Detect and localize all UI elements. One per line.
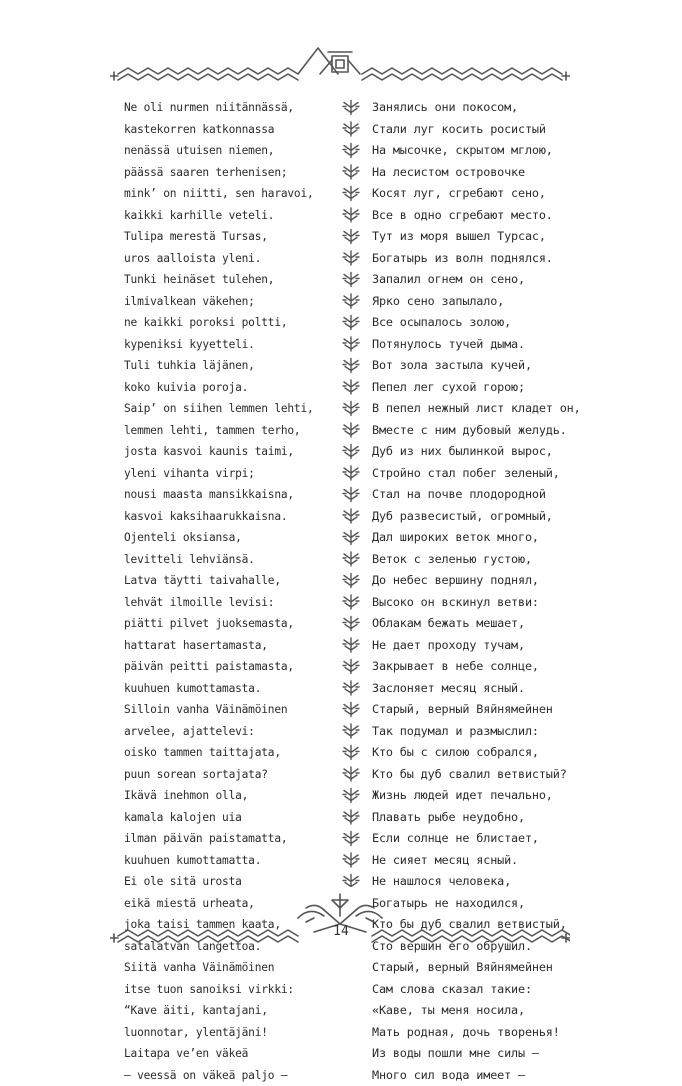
verse-line: ne kaikki poroksi poltti, [124, 312, 324, 334]
verse-line: Мать родная, дочь творенья! [372, 1022, 562, 1044]
verse-line: В пепел нежный лист кладет он, [372, 398, 562, 420]
verse-line: kamala kalojen uia [124, 807, 324, 829]
verse-line: “Kave äiti, kantajani, [124, 1000, 324, 1022]
verse-line: lemmen lehti, tammen terho, [124, 420, 324, 442]
verse-line: Веток с зеленью густою, [372, 549, 562, 571]
center-ornament-divider [340, 97, 362, 887]
divider-ornament-icon [343, 187, 359, 201]
verse-line: nousi maasta mansikkaisna, [124, 484, 324, 506]
verse-line: Много сил вода имеет – [372, 1065, 562, 1086]
divider-ornament-icon [343, 552, 359, 566]
verse-line: До небес вершину поднял, [372, 570, 562, 592]
divider-ornament-icon [343, 767, 359, 781]
divider-ornament-icon [343, 509, 359, 523]
verse-line: ilman päivän paistamatta, [124, 828, 324, 850]
verse-line: kaikki karhille veteli. [124, 205, 324, 227]
bottom-ornament-border [110, 888, 570, 954]
verse-line: Tulipa merestä Tursas, [124, 226, 324, 248]
verse-line: Стройно стал побег зеленый, [372, 463, 562, 485]
verse-line: Дуб развесистый, огромный, [372, 506, 562, 528]
verse-line: Дуб из них былинкой вырос, [372, 441, 562, 463]
verse-line: Вместе с ним дубовый желудь. [372, 420, 562, 442]
verse-line: mink’ on niitti, sen haravoi, [124, 183, 324, 205]
verse-line: Старый, верный Вяйнямейнен [372, 699, 562, 721]
verse-line: Закрывает в небе солнце, [372, 656, 562, 678]
verse-line: arvelee, ajattelevi: [124, 721, 324, 743]
verse-line: päivän peitti paistamasta, [124, 656, 324, 678]
verse-line: Tunki heinäset tulehen, [124, 269, 324, 291]
verse-line: Siitä vanha Väinämöinen [124, 957, 324, 979]
verse-line: Не нашлося человека, [372, 871, 562, 893]
divider-ornament-icon [343, 294, 359, 308]
verse-line: На лесистом островочке [372, 162, 562, 184]
verse-line: Не сияет месяц ясный. [372, 850, 562, 872]
verse-line: Облакам бежать мешает, [372, 613, 562, 635]
verse-line: lehvät ilmoille levisi: [124, 592, 324, 614]
divider-ornament-icon [343, 144, 359, 158]
verse-line: koko kuivia poroja. [124, 377, 324, 399]
verse-line: Запалил огнем он сено, [372, 269, 562, 291]
divider-ornament-icon [343, 337, 359, 351]
verse-line: satalatvan langettoa. [124, 936, 324, 958]
verse-line: На мысочке, скрытом мглою, [372, 140, 562, 162]
page-number: 14 [330, 924, 352, 939]
divider-ornament-icon [343, 531, 359, 545]
verse-line: Жизнь людей идет печально, [372, 785, 562, 807]
divider-ornament-icon [343, 853, 359, 867]
verse-line: kuuhuen kumottamatta. [124, 850, 324, 872]
verse-line: puun sorean sortajata? [124, 764, 324, 786]
verse-line: yleni vihanta virpi; [124, 463, 324, 485]
verse-line: Вот зола застыла кучей, [372, 355, 562, 377]
verse-line: oisko tammen taittajata, [124, 742, 324, 764]
top-ornament-border [110, 44, 570, 86]
verse-line: kuuhuen kumottamasta. [124, 678, 324, 700]
verse-line: Ikävä inehmon olla, [124, 785, 324, 807]
verse-line: Богатырь из волн поднялся. [372, 248, 562, 270]
divider-ornament-icon [343, 595, 359, 609]
divider-ornament-icon [343, 574, 359, 588]
verse-line: Богатырь не находился, [372, 893, 562, 915]
verse-line: hattarat hasertamasta, [124, 635, 324, 657]
verse-line: kastekorren katkonnassa [124, 119, 324, 141]
divider-ornament-icon [343, 251, 359, 265]
divider-ornament-icon [343, 230, 359, 244]
verse-line: kasvoi kaksihaarukkaisna. [124, 506, 324, 528]
divider-ornament-icon [343, 875, 359, 888]
divider-ornament-icon [343, 316, 359, 330]
divider-ornament-icon [343, 617, 359, 631]
verse-line: Кто бы с силою собрался, [372, 742, 562, 764]
divider-ornament-icon [343, 359, 359, 373]
verse-line: Из воды пошли мне силы – [372, 1043, 562, 1065]
divider-ornament-icon [343, 832, 359, 846]
verse-line: josta kasvoi kaunis taimi, [124, 441, 324, 463]
verse-line: Silloin vanha Väinämöinen [124, 699, 324, 721]
verse-line: uros aalloista yleni. [124, 248, 324, 270]
divider-ornament-icon [343, 789, 359, 803]
verse-line: ilmivalkean väkehen; [124, 291, 324, 313]
verse-line: Так подумал и размыслил: [372, 721, 562, 743]
verse-line: luonnotar, ylentäjäni! [124, 1022, 324, 1044]
divider-ornament-icon [343, 681, 359, 695]
divider-ornament-icon [343, 101, 359, 115]
verse-line: Сто вершин его обрушил. [372, 936, 562, 958]
verse-line: Стали луг косить росистый [372, 119, 562, 141]
verse-line: piätti pilvet juoksemasta, [124, 613, 324, 635]
verse-line: Ne oli nurmen niitännässä, [124, 97, 324, 119]
verse-line: Кто бы дуб свалил ветвистый, [372, 914, 562, 936]
verse-line: Не дает проходу тучам, [372, 635, 562, 657]
verse-line: «Каве, ты меня носила, [372, 1000, 562, 1022]
verse-line: kypeniksi kyyetteli. [124, 334, 324, 356]
verse-line: Сам слова сказал такие: [372, 979, 562, 1001]
verse-line: Saip’ on siihen lemmen lehti, [124, 398, 324, 420]
verse-line: Стал на почве плодородной [372, 484, 562, 506]
verse-line: Ярко сено запылало, [372, 291, 562, 313]
verse-line: Тут из моря вышел Турсас, [372, 226, 562, 248]
verse-line: Заслоняет месяц ясный. [372, 678, 562, 700]
verse-line: Потянулось тучей дыма. [372, 334, 562, 356]
divider-ornament-icon [343, 165, 359, 179]
verse-line: joka taisi tammen kaata, [124, 914, 324, 936]
verse-line: Старый, верный Вяйнямейнен [372, 957, 562, 979]
divider-ornament-icon [343, 810, 359, 824]
verse-line: Пепел лег сухой горою; [372, 377, 562, 399]
divider-ornament-icon [343, 488, 359, 502]
divider-ornament-icon [343, 208, 359, 222]
divider-ornament-icon [343, 273, 359, 287]
divider-ornament-icon [343, 466, 359, 480]
divider-ornament-icon [343, 122, 359, 136]
verse-line: Ojenteli oksiansa, [124, 527, 324, 549]
verse-line: Tuli tuhkia läjänen, [124, 355, 324, 377]
verse-line: päässä saaren terhenisen; [124, 162, 324, 184]
divider-ornament-icon [343, 703, 359, 717]
verse-line: Все осыпалось золою, [372, 312, 562, 334]
verse-line: itse tuon sanoiksi virkki: [124, 979, 324, 1001]
divider-ornament-icon [343, 423, 359, 437]
divider-ornament-icon [343, 380, 359, 394]
divider-ornament-icon [343, 402, 359, 416]
divider-ornament-icon [343, 724, 359, 738]
verse-line: Latva täytti taivahalle, [124, 570, 324, 592]
verse-line: Ei ole sitä urosta [124, 871, 324, 893]
verse-line: Плавать рыбе неудобно, [372, 807, 562, 829]
verse-line: Дал широких веток много, [372, 527, 562, 549]
verse-line: Все в одно сгребают место. [372, 205, 562, 227]
divider-ornament-icon [343, 445, 359, 459]
verse-line: eikä miestä urheata, [124, 893, 324, 915]
verse-line: Если солнце не блистает, [372, 828, 562, 850]
verse-line: – veessä on väkeä paljo – [124, 1065, 324, 1086]
verse-line: Занялись они покосом, [372, 97, 562, 119]
verse-line: Кто бы дуб свалил ветвистый? [372, 764, 562, 786]
verse-line: Косят луг, сгребают сено, [372, 183, 562, 205]
verse-line: Laitapa ve’en väkeä [124, 1043, 324, 1065]
verse-line: nenässä utuisen niemen, [124, 140, 324, 162]
divider-ornament-icon [343, 660, 359, 674]
divider-ornament-icon [343, 638, 359, 652]
verse-line: Высоко он вскинул ветви: [372, 592, 562, 614]
verse-line: levitteli lehviänsä. [124, 549, 324, 571]
divider-ornament-icon [343, 746, 359, 760]
